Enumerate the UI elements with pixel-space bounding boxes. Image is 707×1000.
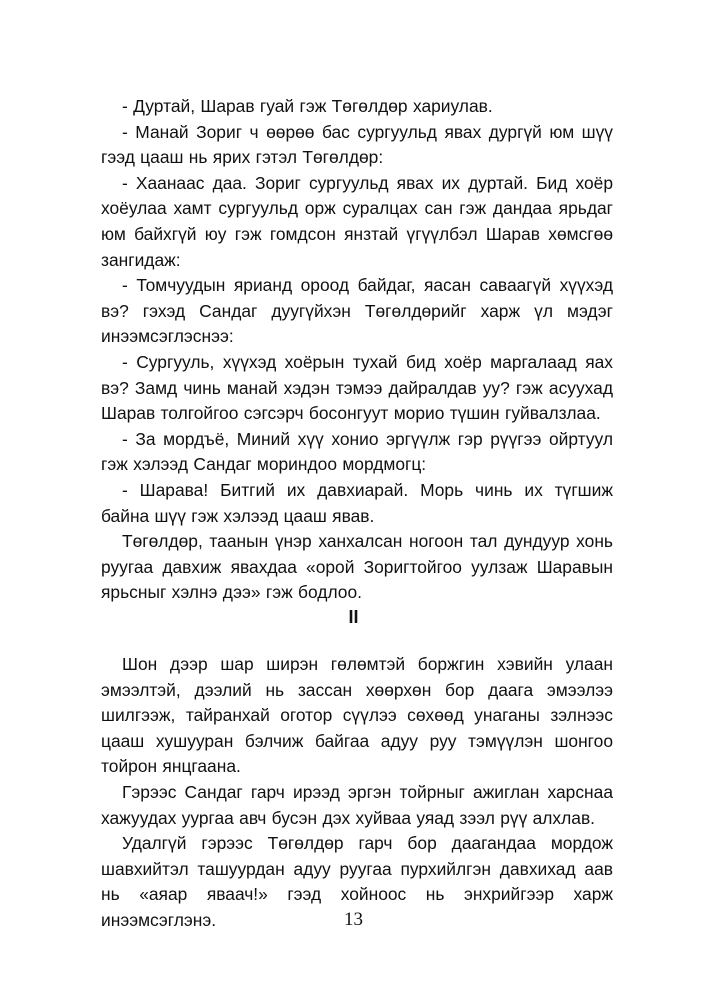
paragraph: Удалгүй гэрээс Төгөлдөр гарч бор даагандаа мордож шавхийтэл ташуурдан адуу руугаа пурхийлгэн давхихад аав нь «аяар яваач!» гээд хойноос нь энхрийгээр харж инээмсэглэнэ. — [101, 833, 613, 930]
paragraph: Шон дээр шар ширэн гөлөмтэй боржгин хэвийн улаан эмээлтэй, дээлий нь зассан хөөрхөн бор даага эмээлээ шилгээж, тайранхай оготор сүүлээ сөхөөд унаганы зэлнээс цааш хушууран бэлчиж байгаа адуу руу тэмүүлэн шонгоо тойрон янцгаана. — [101, 654, 613, 777]
text-block-top — [101, 94, 613, 606]
text-block-bottom — [101, 652, 613, 934]
paragraph: Төгөлдөр, таанын үнэр ханхалсан ногоон тал дундуур хонь руугаа давхиж явахдаа «орой Зоригтойгоо уулзаж Шаравын ярьсныг хэлнэ дээ» гэж бодлоо. — [101, 531, 613, 603]
paragraph: - Хаанаас даа. Зориг сургуульд явах их дуртай. Бид хоёр хоёулаа хамт сургуульд орж суралцах сан гэж дандаа ярьдаг юм байхгүй юу гэж гомдсон янзтай үгүүлбэл Шарав хөмсгөө зангидаж: — [101, 172, 613, 270]
section-heading: II — [348, 607, 359, 627]
paragraph: - Томчуудын ярианд ороод байдаг, яасан саваагүй хүүхэд вэ? гэхэд Сандаг дуугүйхэн Төгөлдөрийг харж үл мэдэг инээмсэглэснээ: — [101, 275, 613, 347]
paragraph: - Сургууль, хүүхэд хоёрын тухай бид хоёр маргалаад яах вэ? Замд чинь манай хэдэн тэмээ дайралдав уу? гэж асуухад Шарав толгойгоо сэгсэрч босонгуут морио түшин гуйвалзлаа. — [101, 351, 613, 424]
paragraph: Гэрээс Сандаг гарч ирээд эргэн тойрныг ажиглан харснаа хажуудах уургаа авч бусэн дэх хуйваа уяад зээл рүү алхлав. — [101, 781, 613, 828]
paragraph: - Шарава! Битгий их давхиарай. Морь чинь их түгшиж байна шүү гэж хэлээд цааш явав. — [101, 479, 613, 526]
paragraph: - Дуртай, Шарав гуай гэж Төгөлдөр хариулав. — [122, 96, 493, 116]
paragraph: - За мордъё, Миний хүү хонио эргүүлж гэр рүүгээ ойртуул гэж хэлээд Сандаг мориндоо мордмогц: — [101, 428, 613, 475]
paragraph: - Манай Зориг ч өөрөө бас сургуульд явах дургүй юм шүү гээд цааш нь ярих гэтэл Төгөлдөр: — [101, 121, 613, 168]
page-number: 13 — [344, 909, 363, 930]
